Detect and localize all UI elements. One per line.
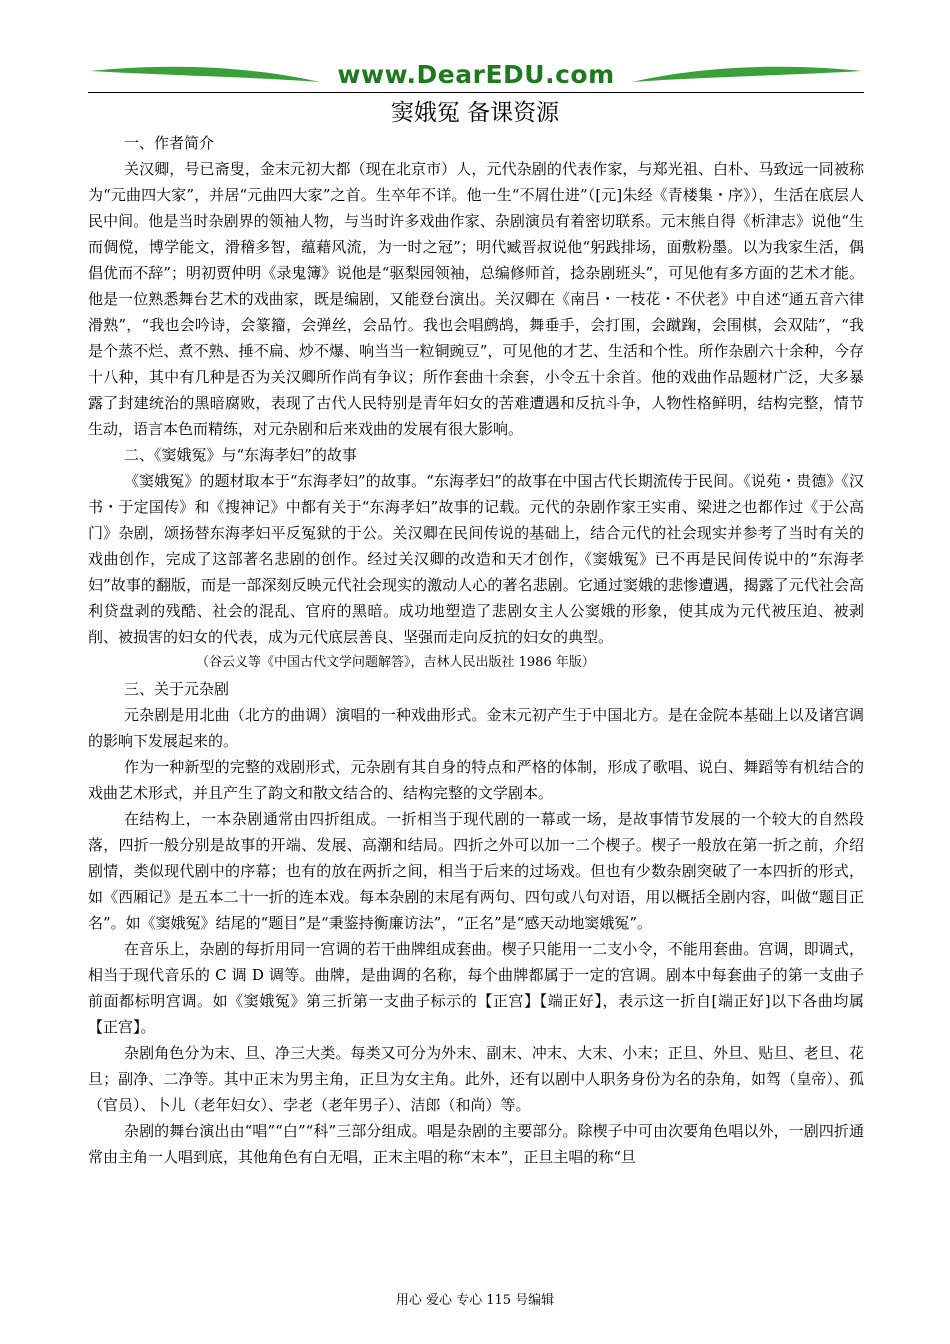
section-heading: 三、关于元杂剧 — [124, 680, 230, 698]
paragraph: 杂剧的舞台演出由“唱”“白”“科”三部分组成。唱是杂剧的主要部分。除楔子中可由次要角色唱以外，一剧四折通常由主角一人唱到底，其他角色有白无唱，正末主唱的称“末本”，正旦主唱的称“旦 — [88, 1122, 864, 1166]
page-footer: 用心 爱心 专心 115 号编辑 — [395, 1293, 555, 1308]
section-heading: 二、《窦娥冤》与“东海孝妇”的故事 — [124, 446, 357, 464]
header-divider — [88, 92, 864, 93]
site-header — [88, 58, 864, 94]
paragraph: 元杂剧是用北曲（北方的曲调）演唱的一种戏曲形式。金末元初产生于中国北方。是在金院本基础上以及诸宫调的影响下发展起来的。 — [88, 706, 864, 750]
citation: （谷云义等《中国古代文学问题解答》，吉林人民出版社 1986 年版） — [196, 655, 595, 670]
document-body — [88, 130, 864, 1170]
paragraph: 作为一种新型的完整的戏剧形式，元杂剧有其自身的特点和严格的体制，形成了歌唱、说白、舞蹈等有机结合的戏曲艺术形式，并且产生了韵文和散文结合的、结构完整的文学剧本。 — [88, 758, 864, 802]
paragraph: 在音乐上，杂剧的每折用同一宫调的若干曲牌组成套曲。楔子只能用一二支小令，不能用套曲。宫调，即调式，相当于现代音乐的 C 调 D 调等。曲牌，是曲调的名称，每个曲牌都属于一定的宫调。剧本中每套曲子的第一支曲子前面都标明宫调。如《窦娥冤》第三折第一支曲子标示的【正宫】【端正好】，表示这一折自[端正好]以下各曲均属【正宫】。 — [88, 940, 864, 1036]
paragraph: 《窦娥冤》的题材取本于“东海孝妇”的故事。“东海孝妇”的故事在中国古代长期流传于民间。《说苑・贵德》《汉书・于定国传》和《搜神记》中都有关于“东海孝妇”故事的记载。元代的杂剧作家王实甫、梁进之也都作过《于公高门》杂剧，颂扬替东海孝妇平反冤狱的于公。关汉卿在民间传说的基础上，结合元代的社会现实并参考了当时有关的戏曲创作，完成了这部著名悲剧的创作。经过关汉卿的改造和天才创作，《窦娥冤》已不再是民间传说中的“东海孝妇”故事的翻版，而是一部深刻反映元代社会现实的激动人心的著名悲剧。它通过窦娥的悲惨遭遇，揭露了元代社会高利贷盘剥的残酷、社会的混乱、官府的黑暗。成功地塑造了悲剧女主人公窦娥的形象，使其成为元代被压迫、被剥削、被损害的妇女的代表，成为元代底层善良、坚强而走向反抗的妇女的典型。 — [88, 472, 864, 646]
site-brand: www.DearEDU.com — [337, 60, 615, 89]
section-heading: 一、作者简介 — [124, 134, 215, 152]
document-title: 窦娥冤 备课资源 — [390, 100, 560, 126]
paragraph: 杂剧角色分为末、旦、净三大类。每类又可分为外末、副末、冲末、大末、小末；正旦、外旦、贴旦、老旦、花旦；副净、二净等。其中正末为男主角，正旦为女主角。此外，还有以剧中人职务身份为名的杂角，如驾（皇帝）、孤（官员）、卜儿（老年妇女）、孛老（老年男子）、洁郎（和尚）等。 — [88, 1044, 864, 1114]
paragraph: 在结构上，一本杂剧通常由四折组成。一折相当于现代剧的一幕或一场，是故事情节发展的一个较大的自然段落，四折一般分别是故事的开端、发展、高潮和结局。四折之外可以加一二个楔子。楔子一般放在第一折之前，介绍剧情，类似现代剧中的序幕；也有的放在两折之间，相当于后来的过场戏。但也有少数杂剧突破了一本四折的形式，如《西厢记》是五本二十一折的连本戏。每本杂剧的末尾有两句、四句或八句对语，用以概括全剧内容，叫做“题目正名”。如《窦娥冤》结尾的“题目”是“秉鉴持衡廉访法”，“正名”是“感天动地窦娥冤”。 — [88, 810, 864, 932]
paragraph: 关汉卿，号已斋叟，金末元初大都（现在北京市）人，元代杂剧的代表作家，与郑光祖、白朴、马致远一同被称为“元曲四大家”，并居“元曲四大家”之首。生卒年不详。他一生“不屑仕进”（[元]朱经《青楼集・序》），生活在底层人民中间。他是当时杂剧界的领袖人物，与当时许多戏曲作家、杂剧演员有着密切联系。元末熊自得《析津志》说他“生而倜傥，博学能文，滑稽多智，蕴藉风流，为一时之冠”；明代臧晋叔说他“躬践排场，面敷粉墨。以为我家生活，偶倡优而不辞”；明初贾仲明《录鬼簿》说他是“驱梨园领袖，总编修师首，捻杂剧班头”，可见他有多方面的艺术才能。他是一位熟悉舞台艺术的戏曲家，既是编剧，又能登台演出。关汉卿在《南吕・一枝花・不伏老》中自述“通五音六律滑熟”，“我也会吟诗，会篆籀，会弹丝，会品竹。我也会唱鹧鸪，舞垂手，会打围，会蹴踘，会围棋，会双陆”，“我是个蒸不烂、煮不熟、捶不扁、炒不爆、响当当一粒铜豌豆”，可见他的才艺、生活和个性。所作杂剧六十余种，今存十八种，其中有几种是否为关汉卿所作尚有争议；所作套曲十余套，小令五十余首。他的戏曲作品题材广泛，大多暴露了封建统治的黑暗腐败，表现了古代人民特别是青年妇女的苦难遭遇和反抗斗争，人物性格鲜明，结构完整，情节生动，语言本色而精练，对元杂剧和后来戏曲的发展有很大影响。 — [88, 160, 864, 438]
